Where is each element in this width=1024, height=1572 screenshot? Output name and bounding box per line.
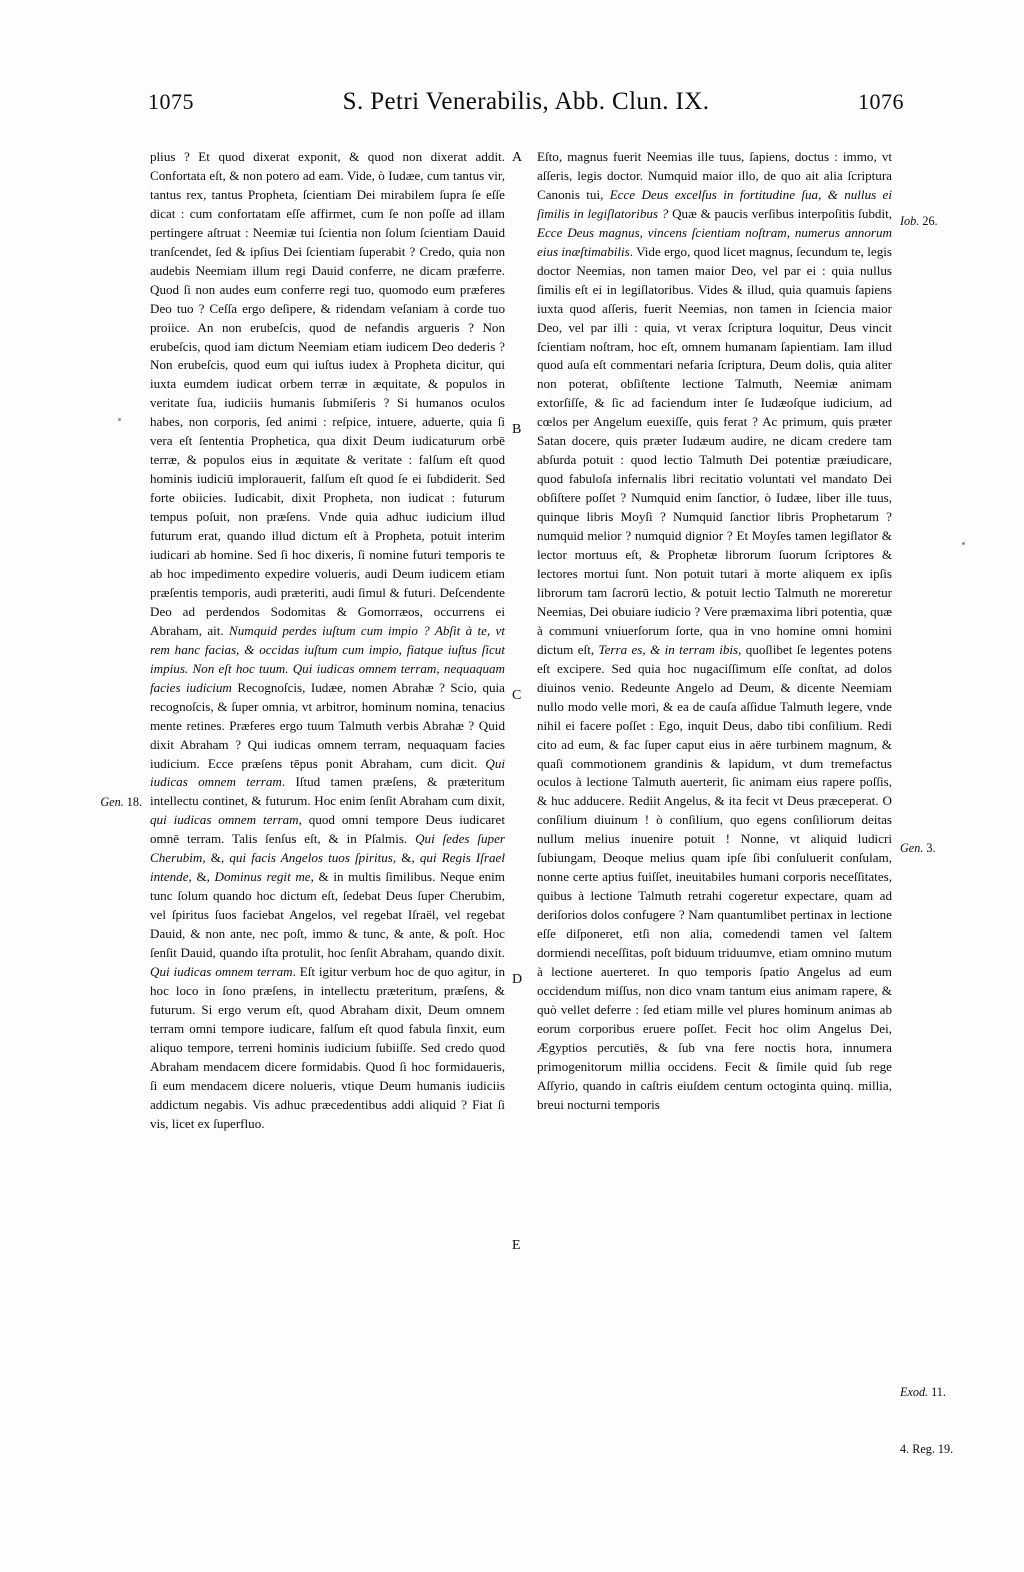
paragraph (537, 148, 892, 1115)
margin-note-number: 18. (126, 795, 142, 809)
body-text: , quod omni tempore Deus iudicaret omnē terram. Talis ſenſus eſt, & in Pſalmis. (150, 812, 505, 847)
body-text: , &, (202, 850, 230, 866)
margin-note-number: 26. (922, 214, 938, 228)
margin-note-label: Iob. (900, 214, 920, 228)
folio-number-right: 1076 (858, 89, 904, 114)
quoted-text: Numquid perdes iuſtum cum impio ? Abſit à te, vt rem hanc facias, & occidas iuſtum cum impio, fiatque iuſtus ſicut impius. Non eſt hoc tuum. Qui iudicas omnem terram, nequaquam facies iudicium (150, 622, 505, 695)
margin-note-iob-26 (900, 214, 938, 228)
margin-note-label: Gen. (900, 841, 924, 855)
body-text: Recognoſcis, Iudæe, nomen Abrahæ ? Scio, quia recognoſcis, & ſuper omnia, vt arbitror, hominum nomina, tenacius mente retines. Præferes ergo tuum Talmuth verbis Abrahæ ? Quid dixit Abraham ? Qui iudicas omnem terram, nequaquam facies iudicium. Ecce præſens tēpus ponit Abraham, cum dicit. (150, 679, 505, 771)
quoted-text: Qui iudicas omnem terram (150, 963, 293, 979)
page-title: S. Petri Venerabilis, Abb. Clun. IX. (342, 88, 710, 115)
margin-note-number: 3. (926, 841, 936, 855)
running-head (148, 88, 904, 130)
quoted-text: Ecce Deus excelſus in fortitudine ſua, & nullus ei ſimilis in legiſlatoribus ? (537, 186, 892, 221)
margin-note-number: 19. (937, 1442, 954, 1456)
folio-number-left: 1075 (148, 89, 194, 114)
paragraph (150, 148, 505, 1134)
column-left (150, 148, 505, 1468)
scan-speck (962, 542, 965, 545)
section-letter-c: C (512, 688, 522, 703)
body-text: . Eſt igitur verbum hoc de quo agitur, in hoc loco in ſono præſens, in intellectu præteritum, præſens, & futurum. Si ergo verum eſt, quod Abraham dixit, Deum omnem terram omni tempore iudicare, falſum eſt quod fabula ſinxit, eum aliquo tempore, terreni hominis iudicium ſubiiſſe. Sed credo quod Abraham mendacem dicere formidabis. Quod ſi hoc formidaueris, ſi eum mendacem dicere nolueris, vtique Deum humanis iudiciis addictum negabis. Vis adhuc præcedentibus addi aliquid ? Fiat ſi vis, licet ex ſuperfluo. (150, 963, 505, 1131)
margin-note-gen-3 (900, 841, 936, 855)
body-text: , quoſlibet ſe legentes potens eſt excipere. Sed quia hoc nugaciſſimum eſſe conſtat, ad dolos diuinos venio. Redeunte Angelo ad Deum, & dicente Neemiam nullo modo velle mori, & ea de cauſa aſſidue Talmuth legere, vnde nihil ei facere poſſet : Ego, inquit Deus, dabo tibi conſilium. Redi cito ad eum, & fac ſuper caput eius in aëre turbinem magnum, & quaſi commotionem grandinis & lapidum, vt dum tremefactus oculos à lectione Talmuth auerterit, ſic animam eius rapere poſſis, & huc adducere. Rediit Angelus, & ita fecit vt Deus præceperat. O conſilium diuinum ! ò conſilium, quo egens conſiliorum deitas nullum melius inuenire potuit ! Nonne, vt aliquid ludicri ſubiungam, Deoque melius quam ipſe ſibi conſuluerit conſulam, nonne certe aptius fuiſſet, ineuitabiles humani corporis neceſſitates, quibus à lectione Talmuth retrahi cogeretur expectare, quam ad deriſorios dolos confugere ? Nam quantumlibet pertinax in lectione eſſe diſponeret, etſi non alia, comedendi tamen vel ſaltem dormiendi neceſſitas, poſt biduum triduumve, etiam omnino mutum à lectione auerteret. In quo temporis ſpatio Angelus ad eum occidendum miſſus, non dico vnam tantum eius animam rapere, & quò vellet deferre : ſed etiam mille vel plures hominum animas ab eorum corporibus eruere poſſet. Fecit hoc olim Angelus Dei, Ægyptios percutiēs, & ſub vna fere noctis hora, innumera primogenitorum millia occidens. Fecit & ſimile quid ſub rege Aſſyrio, quando in caſtris eiuſdem centum octoginta quinq. millia, breui nocturni temporis (537, 641, 892, 1112)
margin-note-number-prefix: 4. Reg. (900, 1442, 935, 1456)
quoted-text: qui facis Angelos tuos ſpiritus (229, 850, 393, 866)
body-text: . Iſtud tamen præſens, & præteritum intellectu continet, & futurum. Hoc enim ſenſit Abraham cum dixit, (150, 774, 505, 809)
column-right (537, 148, 892, 1468)
text-body (150, 148, 892, 1468)
margin-note-number: 11. (931, 1385, 946, 1399)
quoted-text: qui Regis Iſrael intende (150, 850, 506, 885)
body-text: , &, (188, 869, 215, 885)
quoted-text: Terra es, & in terram ibis (598, 641, 739, 657)
body-text: , & in multis ſimilibus. Neque enim tunc ſolum quando hoc dictum eſt, ſedebat Deus ſuper Cherubim, vel ſpiritus ſuos faciebat Angelos, vel regebat Iſraël, vel regebat Dauid, & non ante, nec poſt, immo & tunc, & ante, & poſt. Hoc ſenſit Dauid, quando iſta protulit, hoc ſenſit Abraham, quando dixit. (150, 869, 505, 961)
body-text: Eſto, magnus fuerit Neemias ille tuus, ſapiens, doctus : immo, vt aſſeris, legis doctor. Numquid maior illo, de quo ait alia ſcriptura Canonis tui, (537, 149, 892, 202)
body-text: . Vide ergo, quod licet magnus, ſecundum te, legis doctor Neemias, non tamen maior Deo, vel par ei : quia nullus ſimilis eſt ei in legiſlatoribus. Vides & illud, quia quamuis ſapiens iuxta quod aſſeris, fuerit Neemias, non tamen in ſciencia maior Deo, vel par illi : quia, vt verax ſcriptura loquitur, Deus vincit ſcientiam noſtram, hoc eſt, omnem humanam ſapientiam. Iam illud quod auſa eſt commentari nefaria ſcriptura, Deum dolis, quia aliter non poterat, obſiſtente lectione Talmuth, Neemiæ animam extorſiſſe, & ſic ad faciendum inter ſe Iudæoſque iudicium, ad cœlos per Angelum euexiſſe, quis ferat ? Ac primum, quis præter Satan docere, quis præter Iudæum audire, ne dicam credere tam abſurda potuit : quod lectio Talmuth Dei potentiæ præiudicare, quod fabuloſa infernalis libri recitatio voluntati vel mandato Dei obſiſtere poſſet ? Numquid enim ſanctior, ò Iudæe, liber ille tuus, quinque libris Moyſi ? Numquid ſanctior libris Prophetarum ? numquid melior ? numquid dignior ? Et Moyſes tamen legiſlator & lector mortuus eſt, & Prophetæ librorum ſuorum ſcriptores & lectores mortui ſunt. Non potuit tutari à morte aliquem ex ipſis librorum tam ſacrorū lectio, & potuit lectio Talmuth ne moreretur Neemias, Dei obuiare iudicio ? Vere præmaxima libri potentia, quæ à communi vniuerſorum ſorte, qua in vno homine omni homini dictum eſt, (537, 243, 892, 657)
section-letter-a: A (512, 150, 523, 165)
margin-note-4-reg-19 (900, 1442, 953, 1456)
margin-note-label: Exod. (900, 1385, 929, 1399)
quoted-text: qui iudicas omnem terram (150, 812, 299, 828)
section-letter-b: B (512, 422, 522, 437)
section-letter-d: D (512, 972, 523, 987)
margin-note-gen-18 (74, 795, 142, 809)
margin-note-label: Gen. (100, 795, 124, 809)
quoted-text: Ecce Deus magnus, vincens ſcientiam noſtram, numerus annorum eius inæſtimabilis (537, 224, 892, 259)
quoted-text: Qui iudicas omnem terram (150, 755, 505, 790)
quoted-text: Dominus regit me (214, 869, 311, 885)
quoted-text: Qui ſedes ſuper Cherubim (150, 831, 505, 866)
body-text: Quæ & paucis verſibus interpoſitis ſubdit, (668, 205, 893, 221)
margin-note-exod-11 (900, 1385, 946, 1399)
section-letter-e: E (512, 1238, 521, 1253)
scan-speck (118, 418, 121, 421)
body-text: plius ? Et quod dixerat exponit, & quod non dixerat addit. Confortata eſt, & non potero ad eam. Vide, ò Iudæe, cum tantus vir, tantus rex, tantus Propheta, ſcientiam Dei mirabilem ſupra ſe eſſe dicat : cum confortatam eſſe affirmet, cum ſe non poſſe ad illam pertingere aſtruat : Neemiæ tui ſcientia non ſolum ſcientiam Dauid tranſcendet, ſed & ipſius Dei ſcientiam ſuperabit ? Credo, quia non audebis Neemiam illum regi Dauid conferre, ne dicam præferre. Quod ſi non audes eum conferre regi tuo, quomodo eum præferes Deo tuo ? Ceſſa ergo deſipere, & ridendam veſaniam à corde tuo proiice. An non erubeſcis, quod de nefandis argueris ? Non erubeſcis, quod iam dictum Neemiam etiam iudicem Deo dederis ? Non erubeſcis, quod eum qui iuſtus iudex à Propheta dicitur, qui iuxta eumdem iudicat orbem terræ in æquitate, & populos in veritate ſua, iudiciis humanis ſubmiſeris ? Si humanos oculos habes, non corporis, ſed animi : reſpice, intuere, aduerte, quia ſi vera eſt ſententia Prophetica, qua dixit Deum iudicaturum orbē terræ, & populos eius in æquitate & veritate : falſum eſt quod hominis iudiciū implorauerit, falſum eſt quod ſe ei ſubdiderit. Sed forte obiicies. Iudicabit, dixit Propheta, non iudicat : futurum tempus poſuit, non præſens. Vnde quia adhuc iudicium illud futurum erat, quando illud dictum eſt à Propheta, potuit interim iudicari ab homine. Sed ſi hoc dixeris, ſi nomine futuri temporis te ab hoc impedimento expedire volueris, audi Deum iudicem etiam præſentis temporis, audi præteriti, audi ſimul & futuri. Deſcendente Deo ad perdendos Sodomitas & Gomorræos, occurrens ei Abraham, ait. (150, 149, 505, 638)
body-text: , &, (392, 850, 420, 866)
